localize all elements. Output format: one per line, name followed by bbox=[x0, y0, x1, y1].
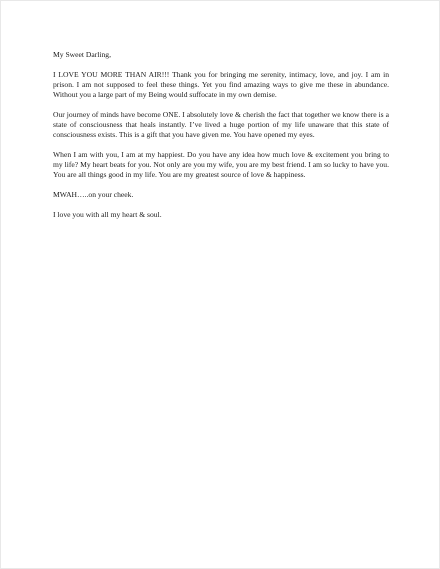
letter-paragraph-4: MWAH…..on your cheek. bbox=[53, 190, 134, 199]
letter-paragraph-1: I LOVE YOU MORE THAN AIR!!! Thank you for bringing me serenity, intimacy, love, and joy. I am in prison. I am not supposed to feel these things. Yet you find amazing ways to give me these in abundance. Without you a large part of my Being would suffocate in my own demise. bbox=[53, 70, 389, 99]
letter-body bbox=[53, 50, 389, 230]
letter-salutation: My Sweet Darling, bbox=[53, 50, 111, 59]
letter-paragraph-2: Our journey of minds have become ONE. I absolutely love & cherish the fact that together we know there is a state of consciousness that heals instantly. I’ve lived a huge portion of my life unaware that this state of consciousness exists. This is a gift that you have given me. You have opened my eyes. bbox=[53, 110, 389, 139]
letter-closing: I love you with all my heart & soul. bbox=[53, 210, 162, 219]
letter-paragraph-3: When I am with you, I am at my happiest. Do you have any idea how much love & excitement you bring to my life? My heart beats for you. Not only are you my wife, you are my best friend. I am so lucky to have you. You are all things good in my life. You are my greatest source of love & happiness. bbox=[53, 150, 389, 179]
